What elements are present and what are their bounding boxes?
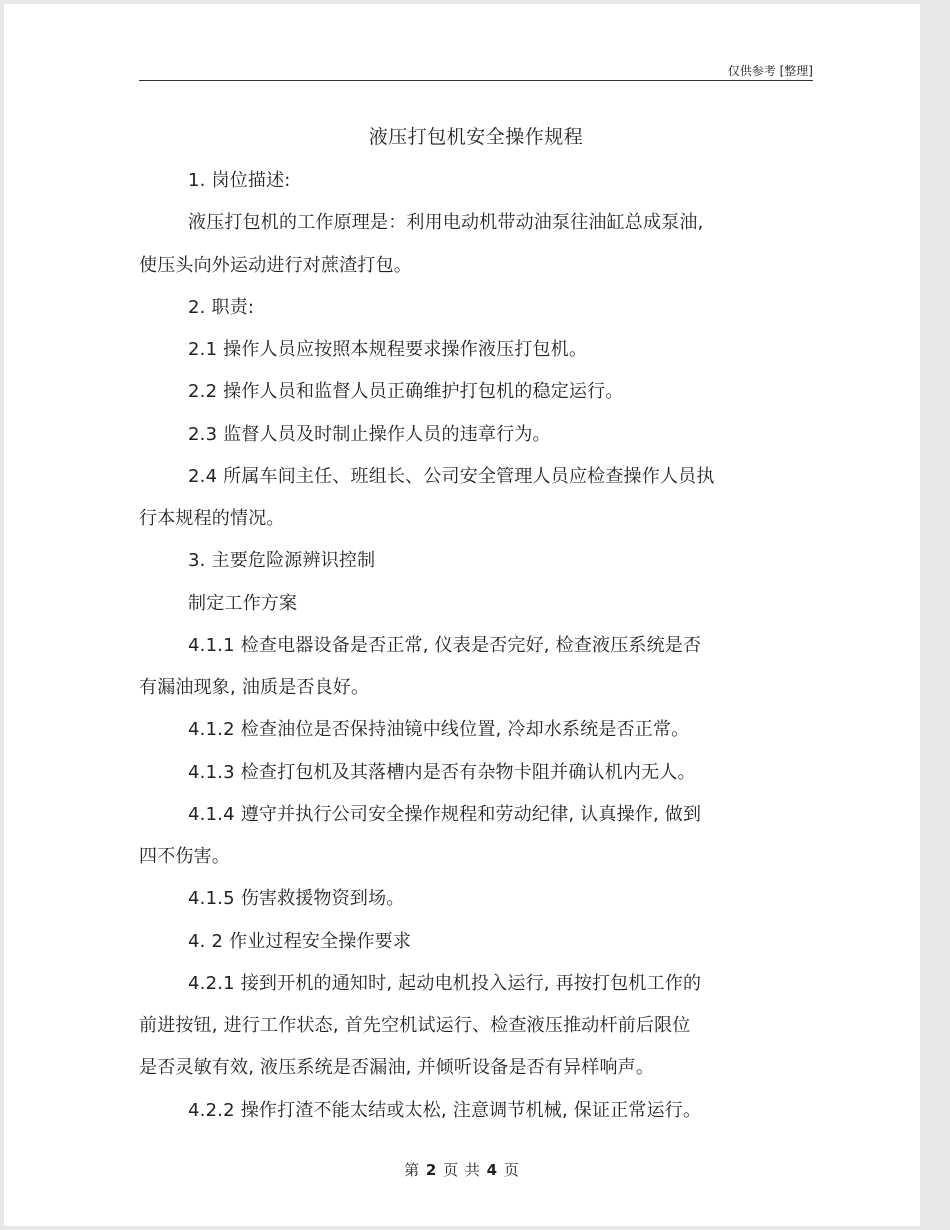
- paragraph-line: 4.1.5 伤害救援物资到场。: [188, 888, 405, 909]
- section-heading: 4. 2 作业过程安全操作要求: [188, 931, 412, 952]
- paragraph-line: 2.2 操作人员和监督人员正确维护打包机的稳定运行。: [188, 381, 624, 402]
- document-title: 液压打包机安全操作规程: [368, 126, 584, 148]
- paragraph-line: 行本规程的情况。: [139, 508, 285, 529]
- section-heading: 2. 职责:: [188, 297, 255, 318]
- paragraph-line: 制定工作方案: [188, 593, 298, 614]
- paragraph-line: 4.1.1 检查电器设备是否正常, 仪表是否完好, 检查液压系统是否: [188, 635, 702, 656]
- current-page-number: 2: [425, 1161, 438, 1179]
- section-heading: 3. 主要危险源辨识控制: [188, 550, 376, 571]
- paragraph-line: 前进按钮, 进行工作状态, 首先空机试运行、检查液压推动杆前后限位: [139, 1015, 691, 1036]
- paragraph-line: 4.1.4 遵守并执行公司安全操作规程和劳动纪律, 认真操作, 做到: [188, 804, 702, 825]
- paragraph-line: 有漏油现象, 油质是否良好。: [139, 677, 370, 698]
- paragraph-line: 2.1 操作人员应按照本规程要求操作液压打包机。: [188, 339, 588, 360]
- paragraph-line: 4.1.3 检查打包机及其落槽内是否有杂物卡阻并确认机内无人。: [188, 762, 696, 783]
- footer-middle: 页 共: [443, 1161, 481, 1179]
- paragraph-line: 4.2.1 接到开机的通知时, 起动电机投入运行, 再按打包机工作的: [188, 973, 702, 994]
- paragraph-line: 2.4 所属车间主任、班组长、公司安全管理人员应检查操作人员执: [188, 466, 715, 487]
- paragraph-line: 使压头向外运动进行对蔗渣打包。: [139, 255, 412, 276]
- total-page-count: 4: [486, 1161, 499, 1179]
- footer-suffix: 页: [503, 1161, 520, 1179]
- paragraph-line: 液压打包机的工作原理是：利用电动机带动油泵往油缸总成泵油,: [188, 212, 704, 233]
- header-rule: [139, 80, 813, 81]
- page-header: 仅供参考 [整理]: [727, 64, 813, 78]
- paragraph-line: 4.2.2 操作打渣不能太结或太松, 注意调节机械, 保证正常运行。: [188, 1100, 702, 1121]
- section-heading: 1. 岗位描述:: [188, 170, 291, 191]
- paragraph-line: 是否灵敏有效, 液压系统是否漏油, 并倾听设备是否有异样响声。: [139, 1057, 655, 1078]
- page-number-footer: [4, 1159, 920, 1180]
- paragraph-line: 2.3 监督人员及时制止操作人员的违章行为。: [188, 424, 551, 445]
- footer-prefix: 第: [404, 1161, 421, 1179]
- document-page: [4, 4, 920, 1226]
- paragraph-line: 四不伤害。: [139, 846, 230, 867]
- paragraph-line: 4.1.2 检查油位是否保持油镜中线位置, 冷却水系统是否正常。: [188, 719, 690, 740]
